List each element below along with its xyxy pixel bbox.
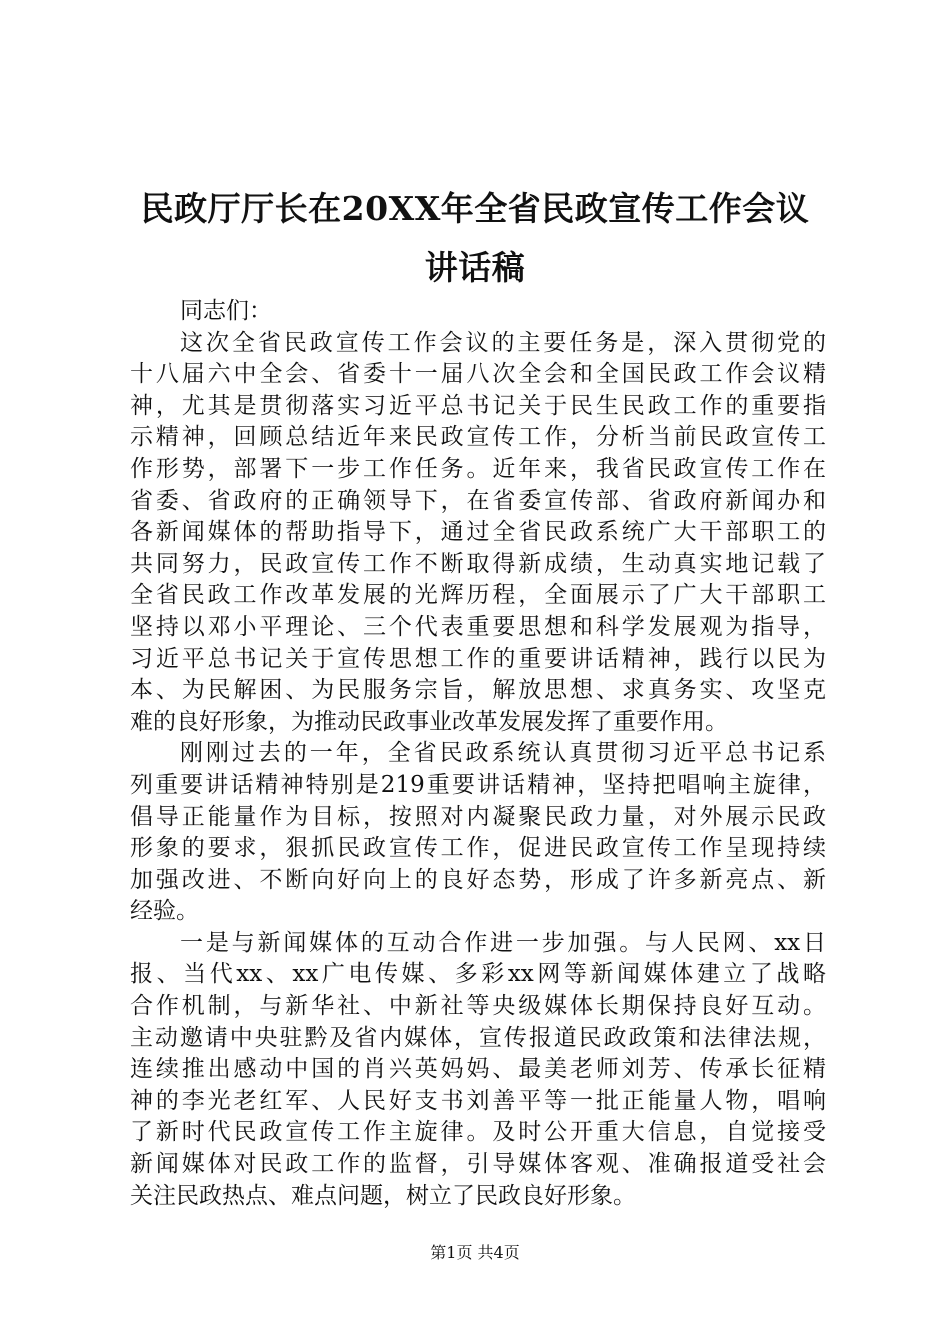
paragraph-line: 各新闻媒体的帮助指导下，通过全省民政系统广大干部职工的 bbox=[130, 519, 826, 546]
paragraph-line: 形象的要求，狠抓民政宣传工作，促进民政宣传工作呈现持续 bbox=[130, 835, 826, 862]
salutation: 同志们： bbox=[180, 298, 272, 324]
paragraph-line: 神，尤其是贯彻落实习近平总书记关于民生民政工作的重要指 bbox=[130, 392, 826, 419]
paragraph-line: 全省民政工作改革发展的光辉历程，全面展示了广大干部职工 bbox=[130, 582, 826, 609]
paragraph-line: 省委、省政府的正确领导下，在省委宣传部、省政府新闻办和 bbox=[130, 487, 826, 514]
paragraph-line: 列重要讲话精神特别是219重要讲话精神，坚持把唱响主旋律， bbox=[130, 771, 826, 798]
paragraph bbox=[130, 738, 826, 928]
page-footer: 第1页 共4页 bbox=[430, 1243, 520, 1262]
paragraph-line: 加强改进、不断向好向上的良好态势，形成了许多新亮点、新 bbox=[130, 866, 826, 893]
paragraph-line: 神的李光老红军、人民好支书刘善平等一批正能量人物，唱响 bbox=[130, 1087, 826, 1114]
paragraph-line: 习近平总书记关于宣传思想工作的重要讲话精神，践行以民为 bbox=[130, 645, 826, 672]
paragraph-line: 一是与新闻媒体的互动合作进一步加强。与人民网、xx日 bbox=[180, 929, 826, 956]
paragraph-line: 主动邀请中央驻黔及省内媒体，宣传报道民政政策和法律法规， bbox=[130, 1024, 826, 1051]
document-body bbox=[130, 296, 826, 1212]
paragraph-line: 作形势，部署下一步工作任务。近年来，我省民政宣传工作在 bbox=[130, 455, 826, 482]
paragraph-line: 连续推出感动中国的肖兴英妈妈、最美老师刘芳、传承长征精 bbox=[130, 1056, 826, 1083]
paragraph-line: 了新时代民政宣传工作主旋律。及时公开重大信息，自觉接受 bbox=[130, 1119, 826, 1146]
paragraph-line: 十八届六中全会、省委十一届八次全会和全国民政工作会议精 bbox=[130, 361, 826, 388]
paragraph bbox=[130, 928, 826, 1212]
paragraph-line: 倡导正能量作为目标，按照对内凝聚民政力量，对外展示民政 bbox=[130, 803, 826, 830]
paragraph-container bbox=[130, 328, 826, 1213]
paragraph bbox=[130, 328, 826, 739]
document-title-line-1: 民政厅厅长在20XX年全省民政宣传工作会议 bbox=[140, 189, 810, 228]
paragraph-line: 合作机制，与新华社、中新社等央级媒体长期保持良好互动。 bbox=[130, 993, 826, 1020]
paragraph-line: 共同努力，民政宣传工作不断取得新成绩，生动真实地记载了 bbox=[130, 550, 826, 577]
paragraph-line: 经验。 bbox=[130, 898, 199, 925]
paragraph-line: 本、为民解困、为民服务宗旨，解放思想、求真务实、攻坚克 bbox=[130, 677, 826, 704]
document-title-line-2: 讲话稿 bbox=[424, 248, 526, 287]
paragraph-line: 难的良好形象，为推动民政事业改革发展发挥了重要作用。 bbox=[130, 708, 728, 735]
paragraph-line: 这次全省民政宣传工作会议的主要任务是，深入贯彻党的 bbox=[180, 329, 826, 356]
paragraph-line: 关注民政热点、难点问题，树立了民政良好形象。 bbox=[130, 1182, 636, 1209]
paragraph-line: 报、当代xx、xx广电传媒、多彩xx网等新闻媒体建立了战略 bbox=[130, 961, 826, 988]
paragraph-line: 刚刚过去的一年，全省民政系统认真贯彻习近平总书记系 bbox=[180, 740, 826, 767]
paragraph-line: 坚持以邓小平理论、三个代表重要思想和科学发展观为指导， bbox=[130, 613, 826, 640]
paragraph-line: 示精神，回顾总结近年来民政宣传工作，分析当前民政宣传工 bbox=[130, 424, 826, 451]
paragraph-line: 新闻媒体对民政工作的监督，引导媒体客观、准确报道受社会 bbox=[130, 1151, 826, 1178]
